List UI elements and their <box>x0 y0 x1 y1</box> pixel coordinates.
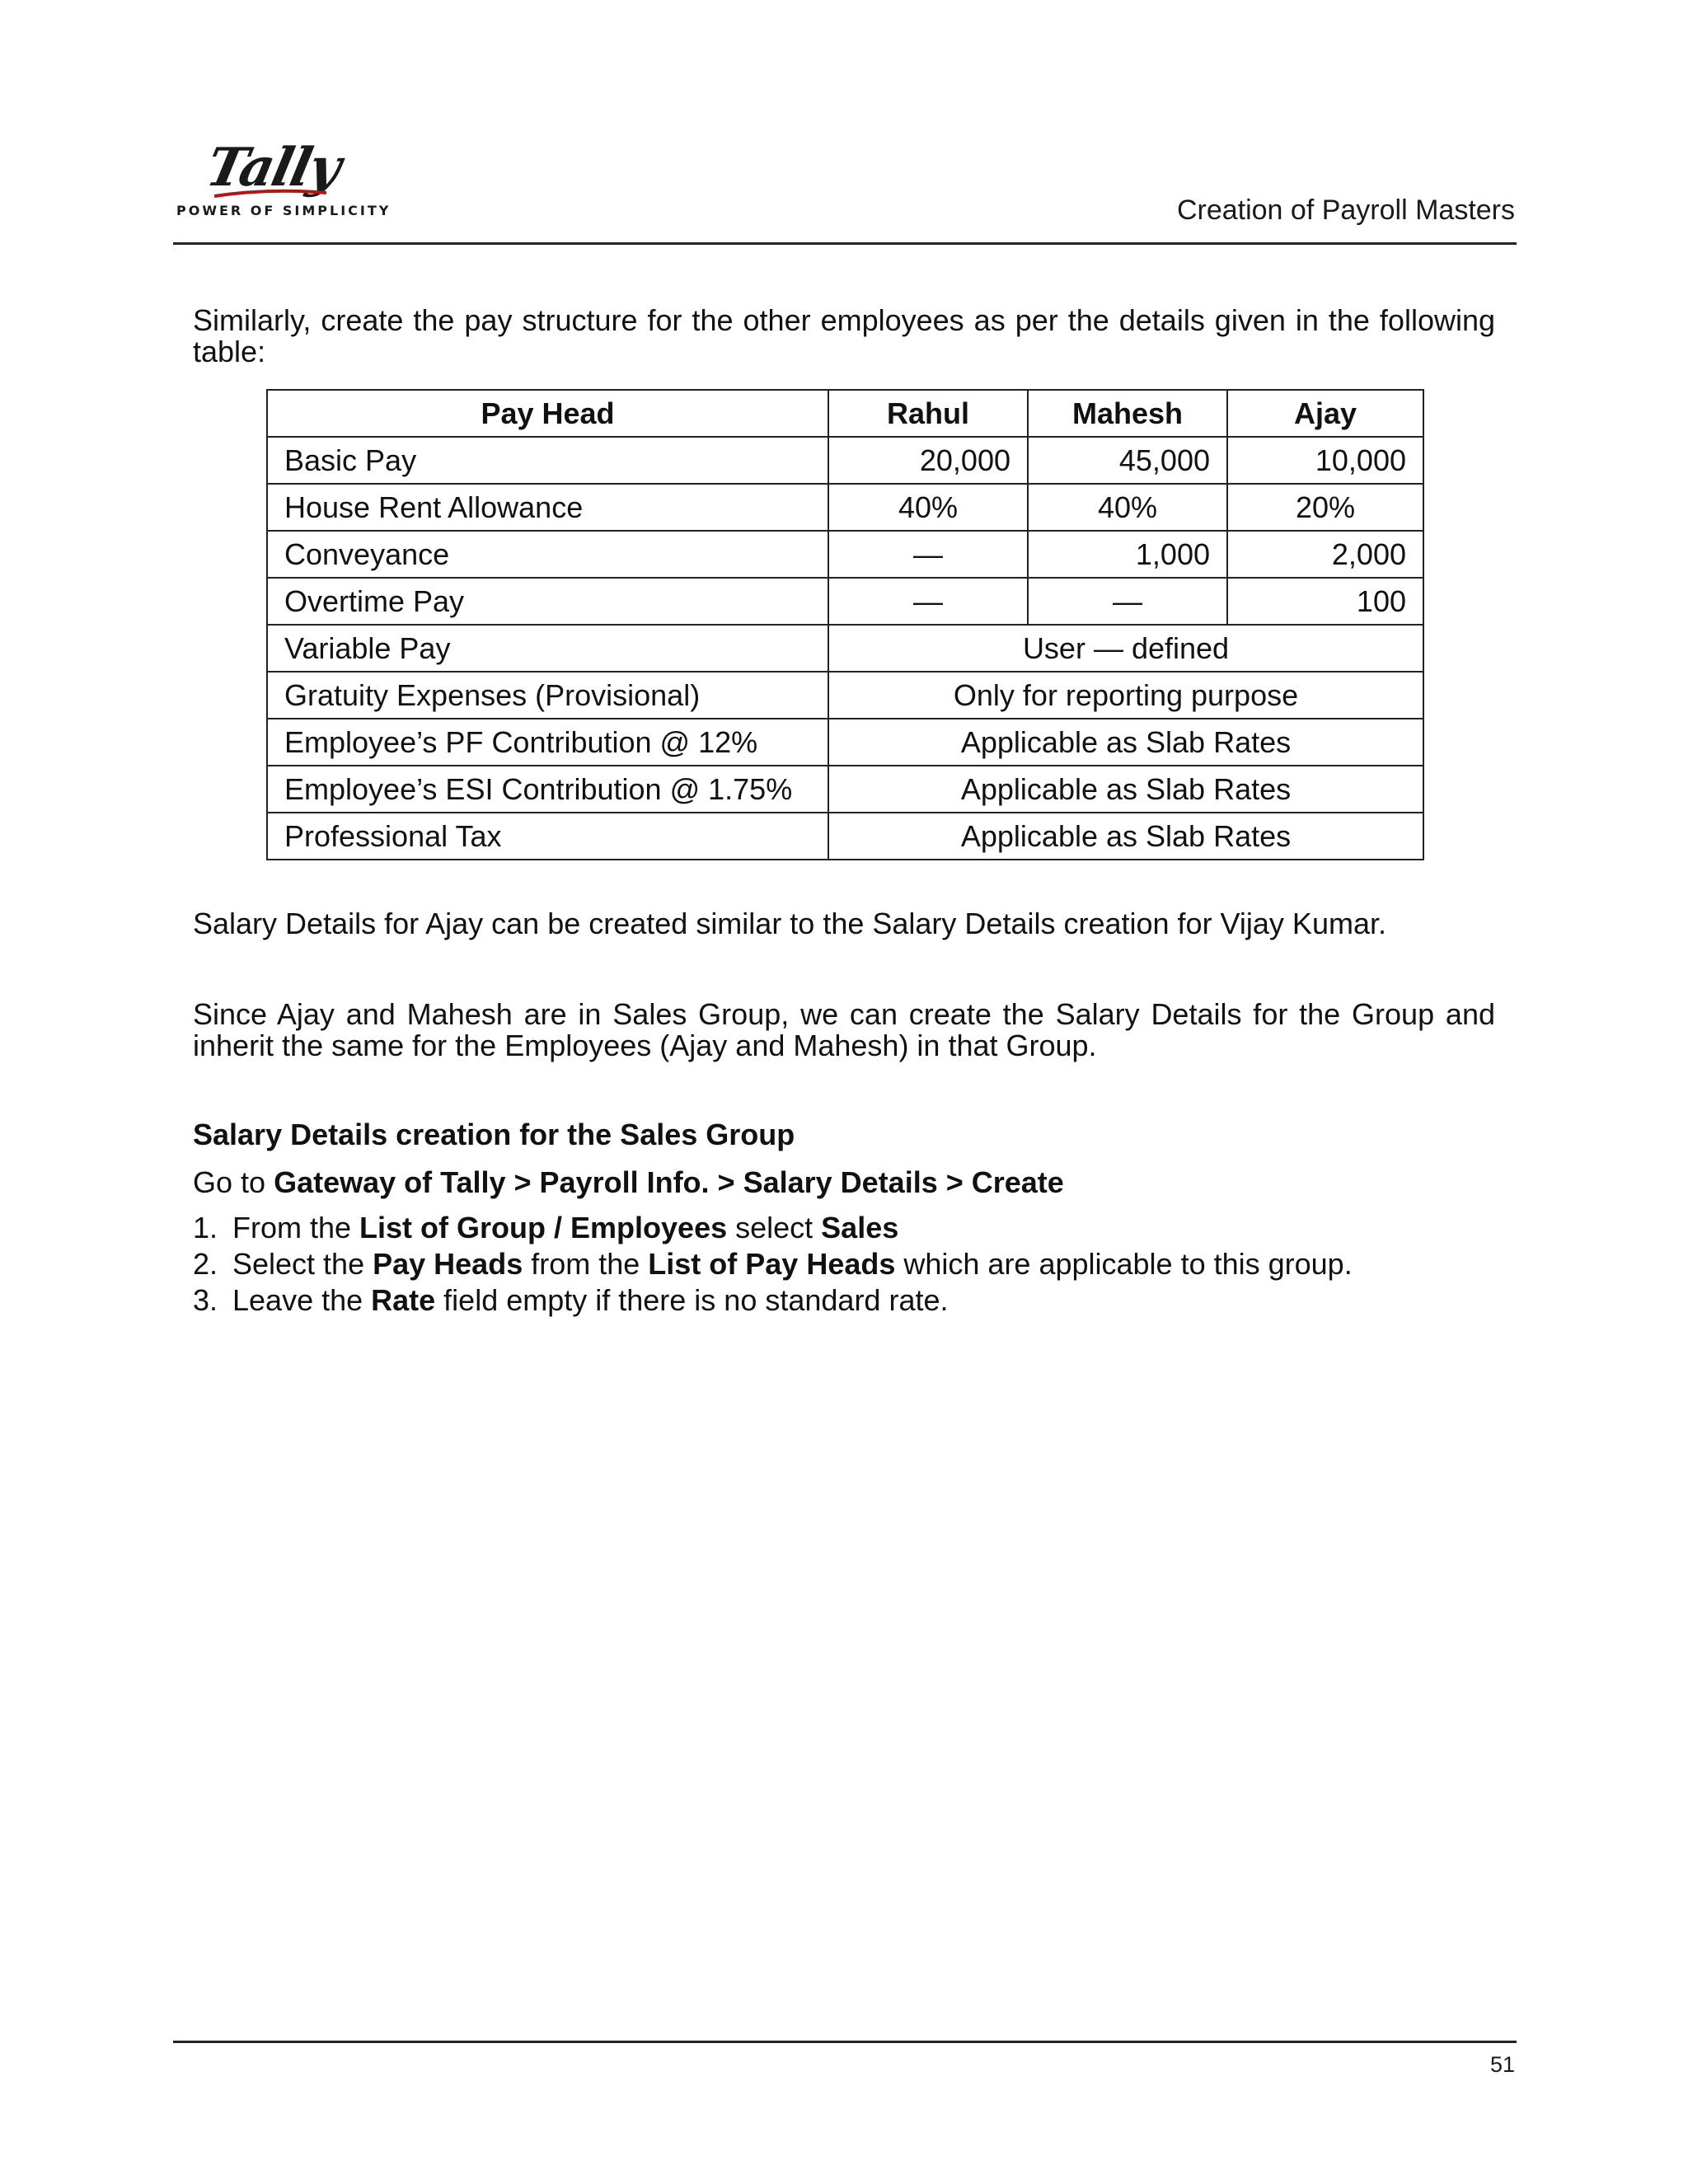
table-row <box>267 672 1423 719</box>
value-cell: — <box>1028 578 1227 625</box>
value-cell: — <box>828 531 1028 578</box>
pay-head-cell: Overtime Pay <box>267 578 828 625</box>
table-row <box>267 531 1423 578</box>
pay-head-cell: Variable Pay <box>267 625 828 672</box>
merged-value-cell: Applicable as Slab Rates <box>828 813 1423 860</box>
value-cell: 40% <box>828 484 1028 531</box>
table-row <box>267 625 1423 672</box>
pay-head-cell: House Rent Allowance <box>267 484 828 531</box>
table-row <box>267 766 1423 813</box>
step-number: 2. <box>193 1247 218 1281</box>
merged-value-cell: User — defined <box>828 625 1423 672</box>
pay-head-cell: Conveyance <box>267 531 828 578</box>
pay-head-cell: Basic Pay <box>267 437 828 484</box>
merged-value-cell: Applicable as Slab Rates <box>828 719 1423 766</box>
navigation-path <box>193 1165 1064 1200</box>
value-cell: 40% <box>1028 484 1227 531</box>
table-row <box>267 437 1423 484</box>
value-cell: — <box>828 578 1028 625</box>
nav-path: Gateway of Tally > Payroll Info. > Salary Details > Create <box>274 1165 1064 1199</box>
table-header-row <box>267 390 1423 437</box>
table-row <box>267 719 1423 766</box>
value-cell: 1,000 <box>1028 531 1227 578</box>
list-item: 2. Select the Pay Heads from the List of Pay Heads which are applicable to this group. <box>193 1247 1353 1281</box>
pay-head-cell: Employee’s PF Contribution @ 12% <box>267 719 828 766</box>
logo-swoosh-icon <box>213 188 328 199</box>
logo-tagline: POWER OF SIMPLICITY <box>176 203 392 218</box>
ajay-paragraph: Salary Details for Ajay can be created similar to the Salary Details creation for Vijay Kumar. <box>193 907 1386 940</box>
pay-head-cell: Employee’s ESI Contribution @ 1.75% <box>267 766 828 813</box>
column-header: Ajay <box>1227 390 1423 437</box>
logo-wordmark: Tally <box>201 137 345 199</box>
pay-head-cell: Professional Tax <box>267 813 828 860</box>
value-cell: 20% <box>1227 484 1423 531</box>
merged-value-cell: Applicable as Slab Rates <box>828 766 1423 813</box>
value-cell: 45,000 <box>1028 437 1227 484</box>
page-number: 51 <box>1489 2052 1515 2077</box>
table-row <box>267 578 1423 625</box>
column-header: Pay Head <box>267 390 828 437</box>
column-header: Mahesh <box>1028 390 1227 437</box>
section-title: Creation of Payroll Masters <box>1176 194 1515 226</box>
header-divider <box>173 242 1517 245</box>
value-cell: 100 <box>1227 578 1423 625</box>
merged-value-cell: Only for reporting purpose <box>828 672 1423 719</box>
pay-head-cell: Gratuity Expenses (Provisional) <box>267 672 828 719</box>
value-cell: 10,000 <box>1227 437 1423 484</box>
section-heading: Salary Details creation for the Sales Group <box>193 1118 795 1151</box>
table-row <box>267 484 1423 531</box>
intro-paragraph: Similarly, create the pay structure for the other employees as per the details given in the following table: <box>193 303 1495 368</box>
list-item: 1. From the List of Group / Employees select Sales <box>193 1211 899 1244</box>
list-item: 3. Leave the Rate field empty if there is no standard rate. <box>193 1283 949 1317</box>
footer-divider <box>173 2041 1517 2043</box>
value-cell: 20,000 <box>828 437 1028 484</box>
value-cell: 2,000 <box>1227 531 1423 578</box>
steps-list <box>193 1210 1353 1319</box>
step-number: 1. <box>193 1211 218 1244</box>
nav-prefix: Go to <box>193 1165 274 1199</box>
table-row <box>267 813 1423 860</box>
step-number: 3. <box>193 1283 218 1317</box>
column-header: Rahul <box>828 390 1028 437</box>
sales-group-paragraph: Since Ajay and Mahesh are in Sales Group, we can create the Salary Details for the Group and inherit the same for the Employees (Ajay and Mahesh) in that Group. <box>193 997 1495 1062</box>
tally-logo <box>176 137 392 223</box>
pay-structure-table <box>266 389 1424 860</box>
